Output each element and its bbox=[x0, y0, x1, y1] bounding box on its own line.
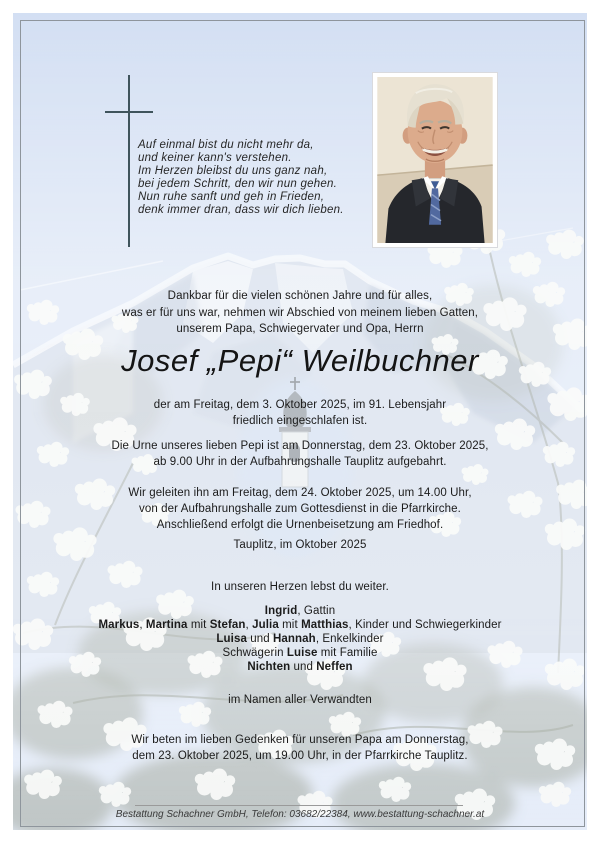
deceased-name: Josef „Pepi“ Weilbuchner bbox=[121, 343, 479, 378]
memorial-line: In unseren Herzen lebst du weiter. bbox=[211, 581, 389, 593]
family-list: Ingrid, Gattin Markus, Martina mit Stefan, Julia mit Matthias, Kinder und Schwiegerkinder Luisa und Hannah, Enkelkinder Schwägerin Luise mit Familie Nichten und Neffen bbox=[98, 605, 502, 673]
footer-divider bbox=[135, 805, 463, 806]
cross-icon bbox=[128, 75, 130, 247]
intro-text: Dankbar für die vielen schönen Jahre und für alles, was er für uns war, nehmen wir Abschied von meinem lieben Gatten, unserem Papa, Schwiegervater und Opa, Herrn bbox=[121, 290, 479, 335]
funeral-home-info: Bestattung Schachner GmbH, Telefon: 03682/22384, www.bestattung-schachner.at bbox=[115, 809, 485, 820]
death-info: der am Freitag, dem 3. Oktober 2025, im 91. Lebensjahr friedlich eingeschlafen ist. bbox=[153, 399, 447, 427]
urn-info: Die Urne unseres lieben Pepi ist am Donnerstag, dem 23. Oktober 2025, ab 9.00 Uhr in der Aufbahrungshalle Tauplitz aufgebahrt. bbox=[111, 440, 489, 468]
funeral-info: Wir geleiten ihn am Freitag, dem 24. Oktober 2025, um 14.00 Uhr, von der Aufbahrungshalle zum Gottesdienst in die Pfarrkirche. Anschließend erfolgt die Urnenbeisetzung am Friedhof. bbox=[128, 487, 472, 531]
portrait-graphic bbox=[377, 77, 493, 243]
cross-icon bbox=[105, 111, 153, 113]
prayer-info: Wir beten im lieben Gedenken für unseren Papa am Donnerstag, dem 23. Oktober 2025, um 19.00 Uhr, in der Pfarrkirche Tauplitz. bbox=[131, 734, 469, 762]
closing-line: im Namen aller Verwandten bbox=[228, 694, 372, 706]
memorial-poem: Auf einmal bist du nicht mehr da, und keiner kann's verstehen. Im Herzen bleibst du uns ganz nah, bei jedem Schritt, den wir nun gehen. Nun ruhe sanft und geh in Frieden, denk immer dran, dass wir dich lieben. bbox=[138, 139, 344, 216]
place-dateline: Tauplitz, im Oktober 2025 bbox=[233, 539, 367, 551]
portrait-photo bbox=[373, 73, 497, 247]
